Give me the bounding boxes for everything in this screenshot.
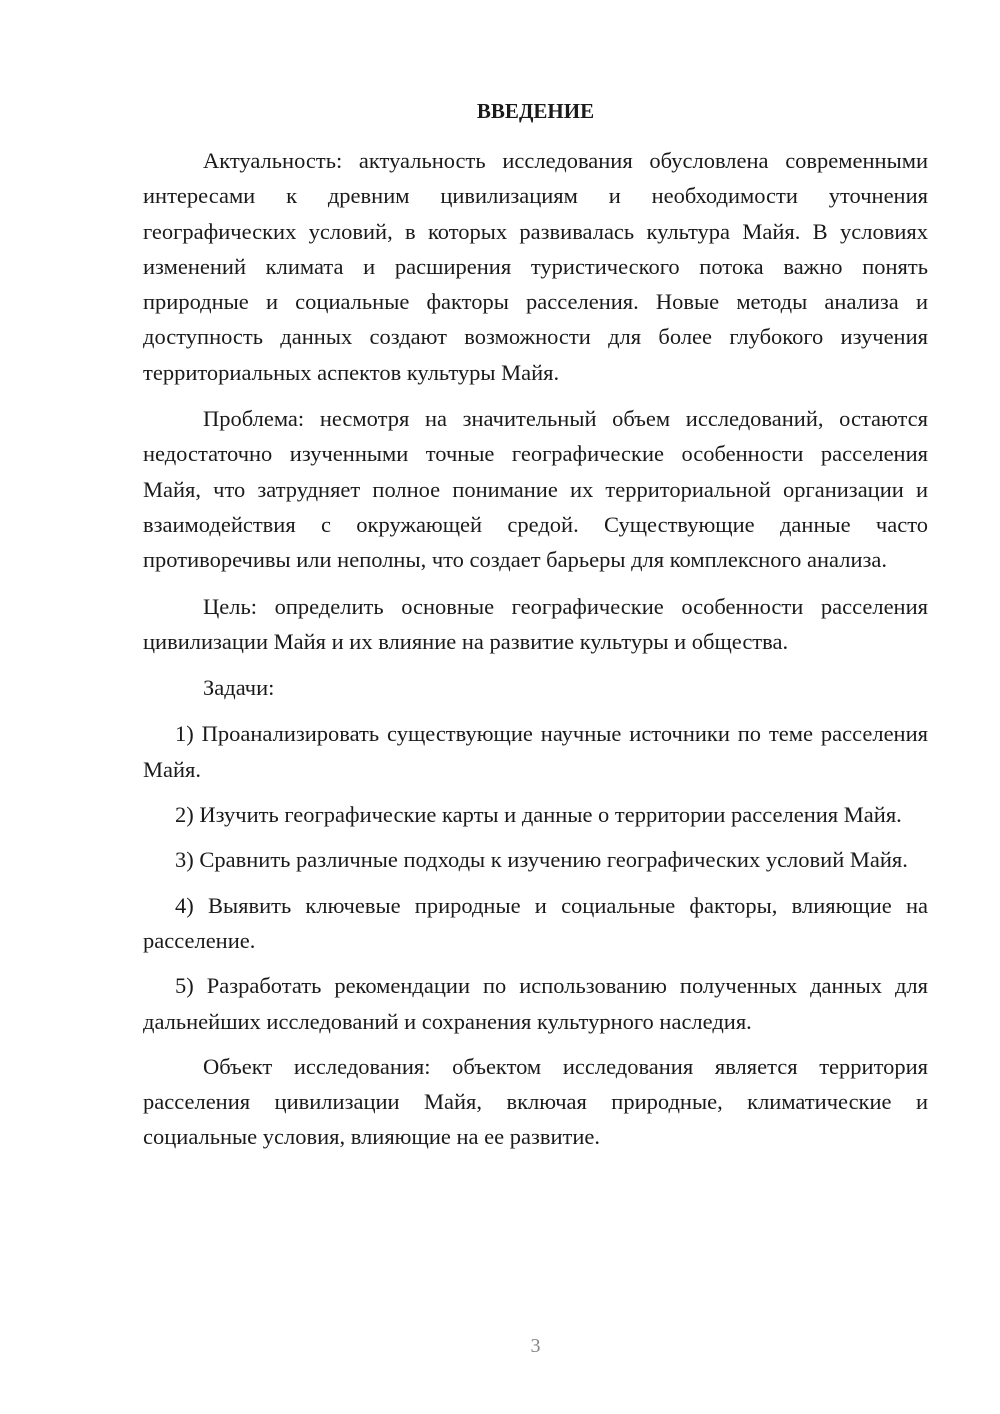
relevance-paragraph: Актуальность: актуальность исследования обусловлена современными интересами к древним цивилизациям и необходимости уточнения географических условий, в которых развивалась культура Майя. В условиях изменений климата и расширения туристического потока важно понять природные и социальные факторы расселения. Новые методы анализа и доступность данных создают возможности для более глубокого изучения территориальных аспектов культуры Майя. — [143, 148, 928, 385]
task-item: 2) Изучить географические карты и данные о территории расселения Майя. — [175, 802, 902, 828]
object-paragraph: Объект исследования: объектом исследования является территория расселения цивилизации Майя, включая природные, климатические и социальные условия, влияющие на ее развитие. — [143, 1053, 928, 1150]
document-page — [143, 0, 928, 1414]
task-item: 3) Сравнить различные подходы к изучению географических условий Майя. — [175, 847, 908, 873]
task-item: 1) Проанализировать существующие научные источники по теме расселения Майя. — [143, 721, 928, 782]
goal-paragraph: Цель: определить основные географические особенности расселения цивилизации Майя и их влияние на развитие культуры и общества. — [143, 593, 928, 654]
tasks-heading: Задачи: — [203, 675, 275, 701]
document-title: ВВЕДЕНИЕ — [476, 99, 595, 123]
task-item: 4) Выявить ключевые природные и социальные факторы, влияющие на расселение. — [143, 892, 928, 953]
task-item: 5) Разработать рекомендации по использованию полученных данных для дальнейших исследований и сохранения культурного наследия. — [143, 973, 928, 1034]
document-body — [143, 143, 928, 1166]
page-number: 3 — [530, 1335, 541, 1357]
problem-paragraph: Проблема: несмотря на значительный объем исследований, остаются недостаточно изученными точные географические особенности расселения Майя, что затрудняет полное понимание их территориальной организации и взаимодействия с окружающей средой. Существующие данные часто противоречивы или неполны, что создает барьеры для комплексного анализа. — [143, 406, 928, 573]
